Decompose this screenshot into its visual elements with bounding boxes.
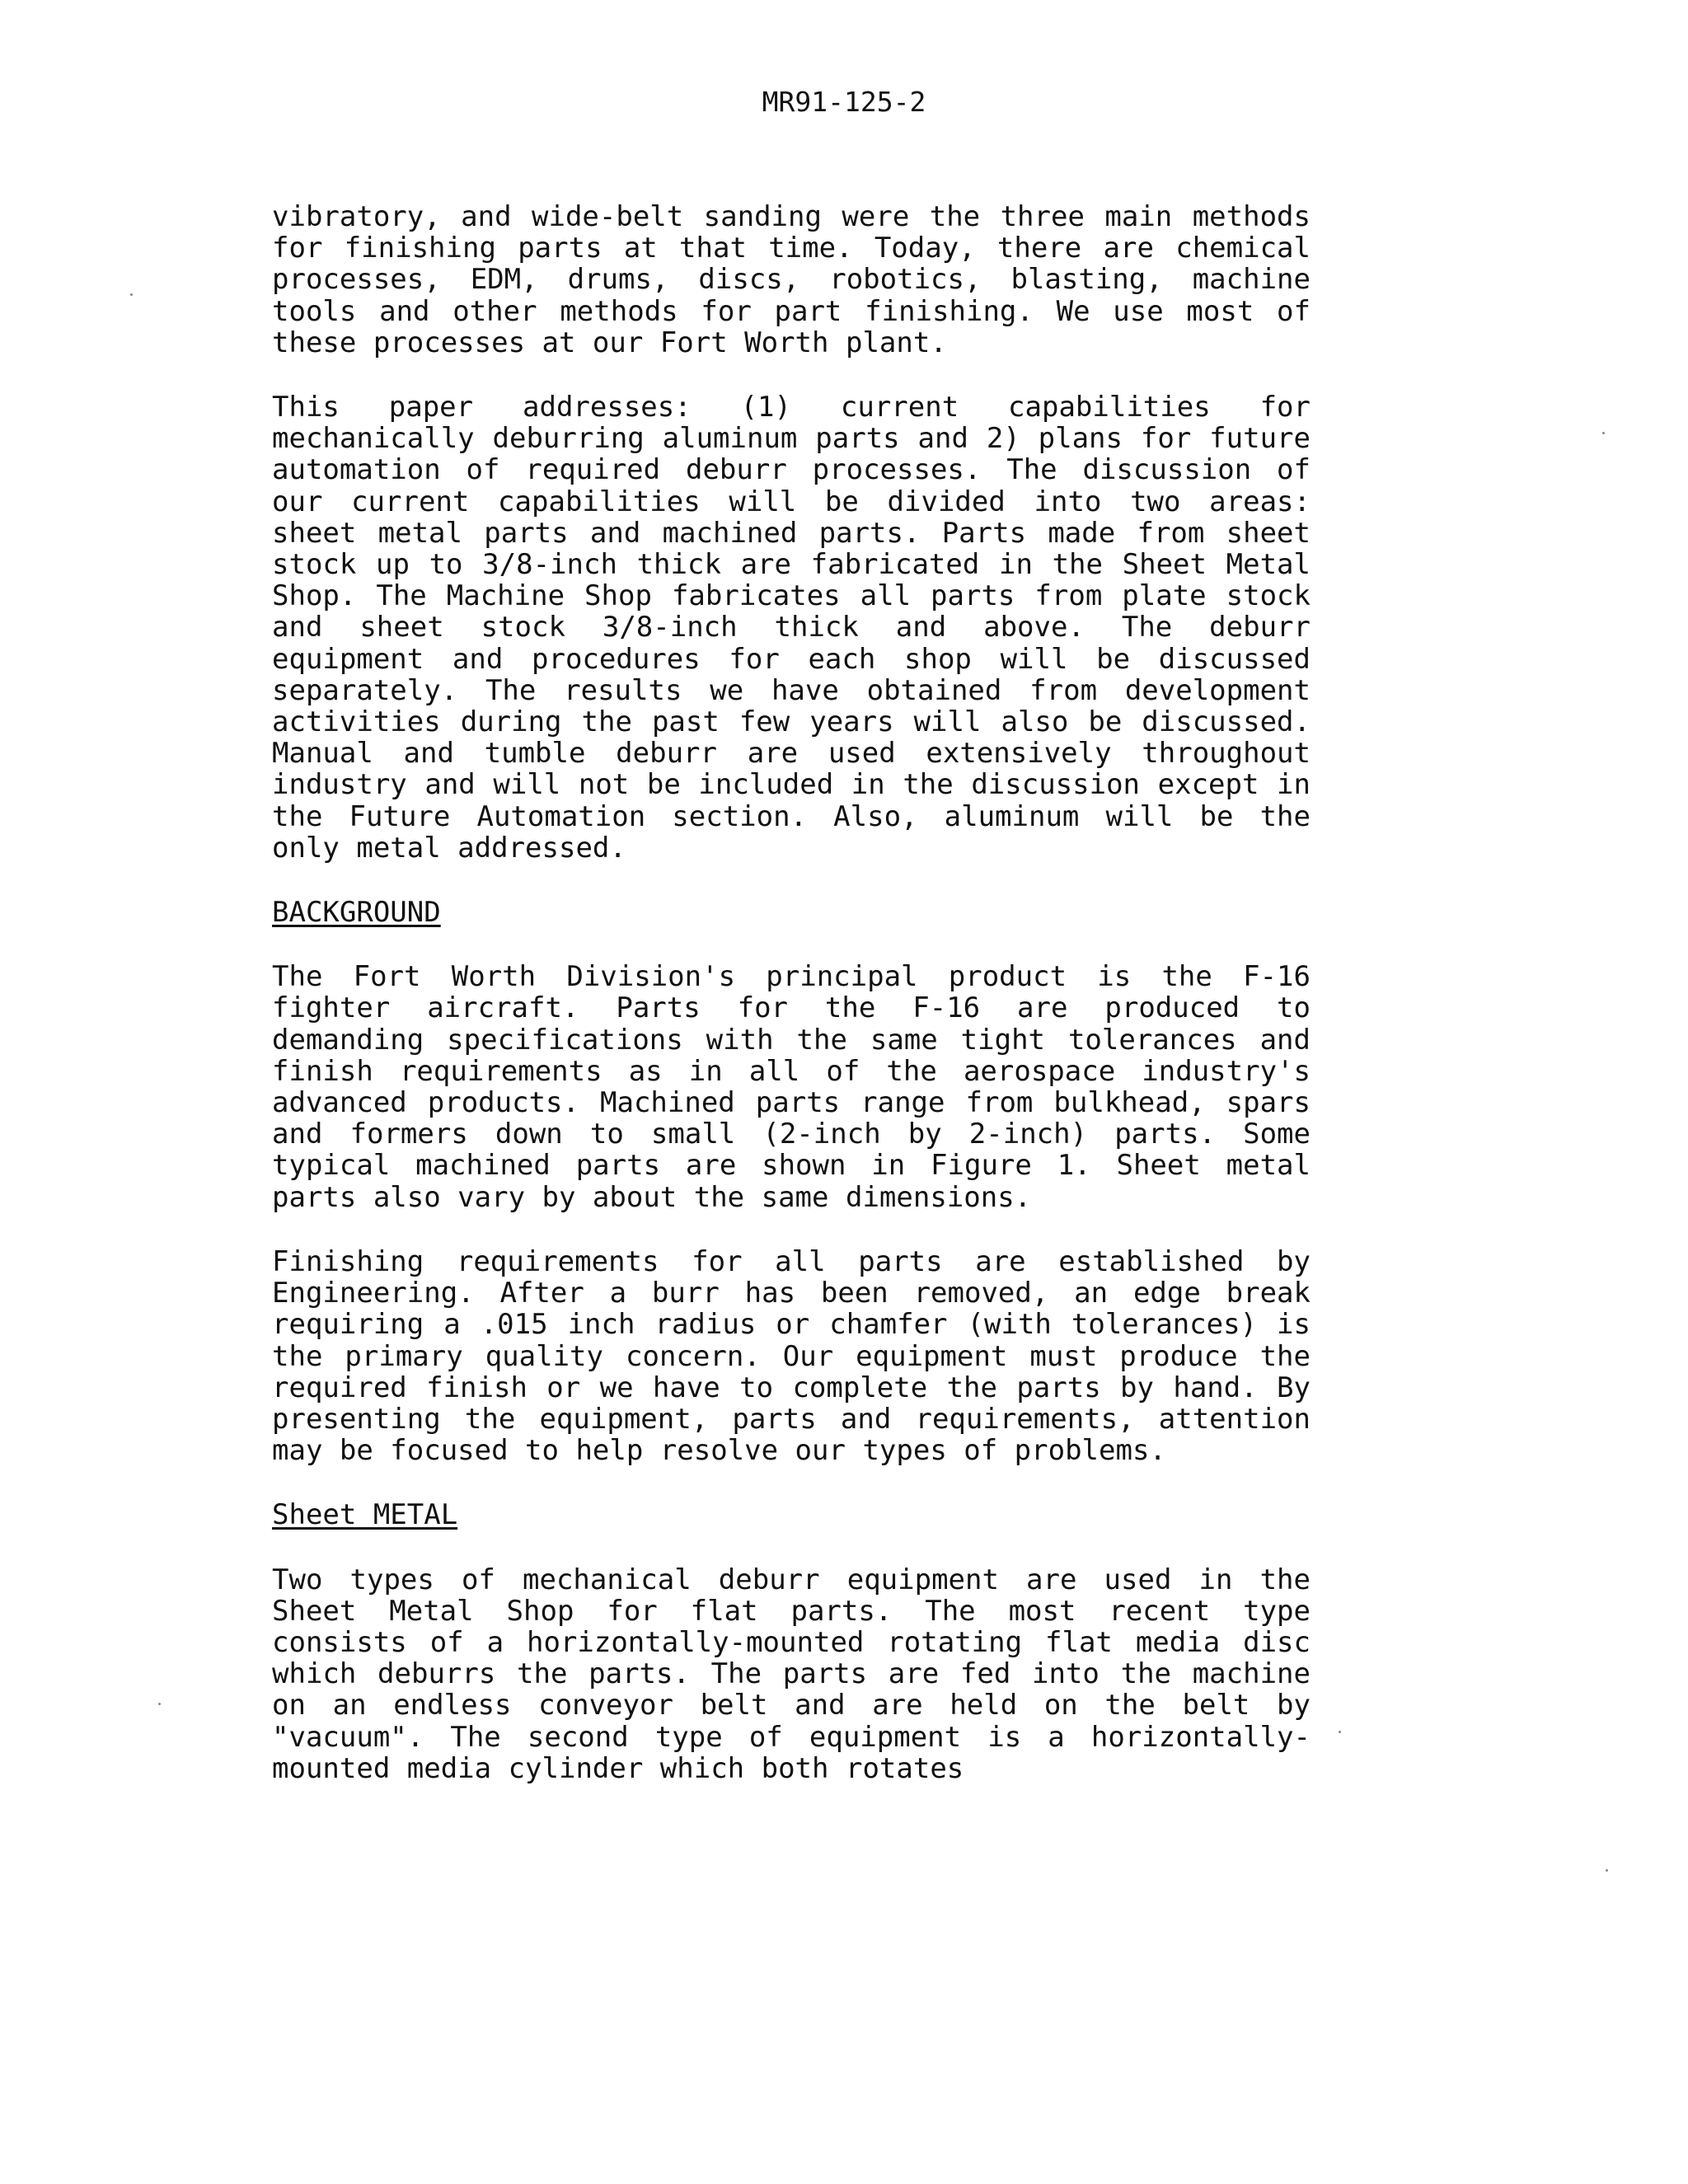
background-heading: BACKGROUND bbox=[272, 896, 441, 930]
scan-speck bbox=[130, 293, 133, 296]
report-number-header: MR91-125-2 bbox=[762, 86, 926, 118]
scan-speck bbox=[1602, 432, 1605, 434]
sheet-metal-paragraph-1: Two types of mechanical deburr equipment are used in the Sheet Metal Shop for flat parts. The most recent type consists of a horizontally-mounted rotating flat media disc which deburrs the parts. The parts are fed into the machine on an endless conveyor belt and are held on the belt by "vacuum". The second type of equipment is a horizontally-mounted media cylinder which both rotates bbox=[272, 1563, 1311, 1785]
scan-speck bbox=[158, 1703, 161, 1705]
scan-speck bbox=[1606, 1869, 1608, 1872]
intro-paragraph-1: vibratory, and wide-belt sanding were the three main methods for finishing parts at that time. Today, there are chemical processes, EDM, drums, discs, robotics, blasting, machine tools and other methods for part finishing. We use most of these processes at our Fort Worth plant. bbox=[272, 200, 1311, 359]
document-body bbox=[272, 201, 1311, 1817]
background-paragraph-1: The Fort Worth Division's principal product is the F-16 fighter aircraft. Parts for the F-16 are produced to demanding specifications with the same tight tolerances and finish requirements as in all of the aerospace industry's advanced products. Machined parts range from bulkhead, spars and formers down to small (2-inch by 2-inch) parts. Some typical machined parts are shown in Figure 1. Sheet metal parts also vary by about the same dimensions. bbox=[272, 960, 1311, 1214]
background-paragraph-2: Finishing requirements for all parts are established by Engineering. After a burr has been removed, an edge break requiring a .015 inch radius or chamfer (with tolerances) is the primary quality concern. Our equipment must produce the required finish or we have to complete the parts by hand. By presenting the equipment, parts and requirements, attention may be focused to help resolve our types of problems. bbox=[272, 1244, 1311, 1468]
intro-paragraph-2: This paper addresses: (1) current capabilities for mechanically deburring aluminum parts and 2) plans for future automation of required deburr processes. The discussion of our current capabilities will be divided into two areas: sheet metal parts and machined parts. Parts made from sheet stock up to 3/8-inch thick are fabricated in the Sheet Metal Shop. The Machine Shop fabricates all parts from plate stock and sheet stock 3/8-inch thick and above. The deburr equipment and procedures for each shop will be discussed separately. The results we have obtained from development activities during the past few years will also be discussed. Manual and tumble deburr are used extensively throughout industry and will not be included in the discussion except in the Future Automation section. Also, aluminum will be the only metal addressed. bbox=[272, 391, 1311, 865]
sheet-metal-heading: Sheet METAL bbox=[272, 1498, 458, 1532]
scan-speck bbox=[1339, 1731, 1341, 1733]
